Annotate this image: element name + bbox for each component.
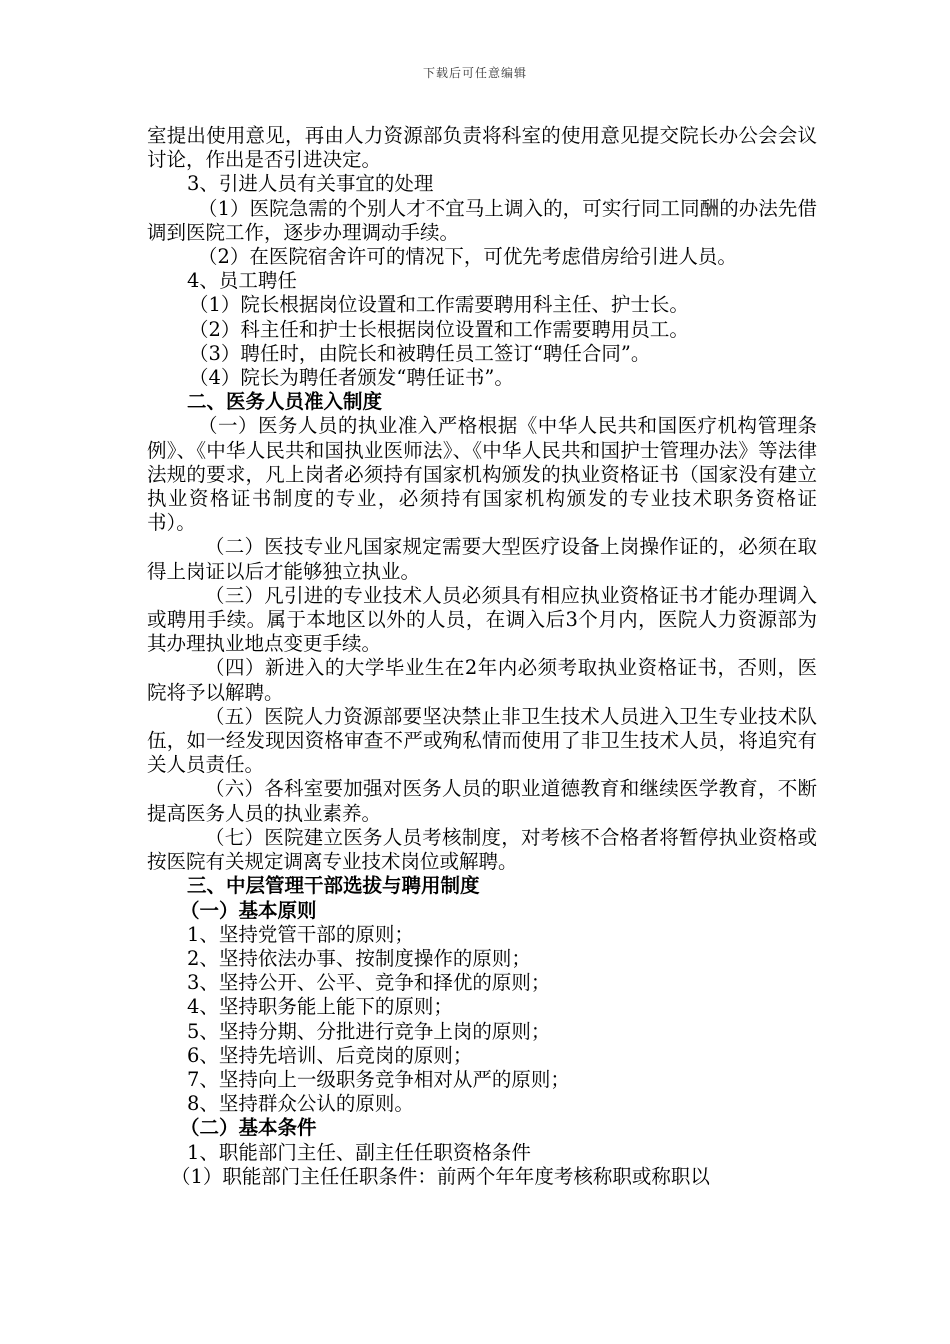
- paragraph: （二）医技专业凡国家规定需要大型医疗设备上岗操作证的，必须在取得上岗证以后才能够独立执业。: [147, 535, 817, 583]
- list-heading: 4、员工聘任: [187, 269, 297, 293]
- list-item: （3）聘任时，由院长和被聘任员工签订“聘任合同”。: [189, 341, 651, 365]
- list-item: 6、坚持先培训、后竞岗的原则；: [187, 1043, 473, 1067]
- list-item: 3、坚持公开、公平、竞争和择优的原则；: [187, 971, 551, 995]
- paragraph: （2）在医院宿舍许可的情况下，可优先考虑借房给引进人员。: [198, 245, 737, 269]
- paragraph: （五）医院人力资源部要坚决禁止非卫生技术人员进入卫生专业技术队伍，如一经发现因资格审查不严或殉私情而使用了非卫生技术人员，将追究有关人员责任。: [147, 704, 817, 777]
- list-item: （4）院长为聘任者颁发“聘任证书”。: [189, 366, 514, 390]
- paragraph: 室提出使用意见，再由人力资源部负责将科室的使用意见提交院长办公会会议讨论，作出是否引进决定。: [147, 124, 817, 172]
- paragraph: （1）职能部门主任任职条件：前两个年年度考核称职或称职以: [171, 1164, 710, 1188]
- paragraph: （1）医院急需的个别人才不宜马上调入的，可实行同工同酬的办法先借调到医院工作，逐步办理调动手续。: [147, 196, 817, 244]
- list-item: 2、坚持依法办事、按制度操作的原则；: [187, 946, 531, 970]
- subsection-heading: （一）基本原则: [180, 898, 317, 922]
- paragraph: （三）凡引进的专业技术人员必须具有相应执业资格证书才能办理调入或聘用手续。属于本地区以外的人员，在调入后3个月内，医院人力资源部为其办理执业地点变更手续。: [147, 583, 817, 656]
- section-heading: 二、医务人员准入制度: [187, 390, 383, 414]
- paragraph: （七）医院建立医务人员考核制度，对考核不合格者将暂停执业资格或按医院有关规定调离专业技术岗位或解聘。: [147, 825, 817, 874]
- list-item: （2）科主任和护士长根据岗位设置和工作需要聘用员工。: [189, 317, 689, 341]
- paragraph: （一）医务人员的执业准入严格根据《中华人民共和国医疗机构管理条例》、《中华人民共和国执业医师法》、《中华人民共和国护士管理办法》等法律法规的要求，凡上岗者必须持有国家机构颁发的执业资格证书（国家没有建立执业资格证书制度的专业，必须持有国家机构颁发的专业技术职务资格证书）。: [147, 414, 817, 535]
- paragraph: （四）新进入的大学毕业生在2年内必须考取执业资格证书，否则，医院将予以解聘。: [147, 656, 817, 704]
- page-header-note: 下载后可任意编辑: [422, 66, 527, 80]
- list-item: 4、坚持职务能上能下的原则；: [187, 995, 453, 1019]
- subsection-heading: （二）基本条件: [180, 1116, 317, 1140]
- list-heading: 1、职能部门主任、副主任任职资格条件: [187, 1140, 531, 1164]
- list-item: 8、坚持群众公认的原则。: [187, 1092, 414, 1116]
- section-heading: 三、中层管理干部选拔与聘用制度: [187, 874, 480, 898]
- list-item: 5、坚持分期、分批进行竞争上岗的原则；: [187, 1019, 551, 1043]
- list-heading: 3、引进人员有关事宜的处理: [187, 172, 434, 196]
- document-body: [147, 124, 817, 1189]
- list-item: 1、坚持党管干部的原则；: [187, 922, 414, 946]
- list-item: （1）院长根据岗位设置和工作需要聘用科主任、护士长。: [189, 293, 689, 317]
- paragraph: （六）各科室要加强对医务人员的职业道德教育和继续医学教育，不断提高医务人员的执业素养。: [147, 777, 817, 825]
- list-item: 7、坚持向上一级职务竞争相对从严的原则；: [187, 1067, 570, 1091]
